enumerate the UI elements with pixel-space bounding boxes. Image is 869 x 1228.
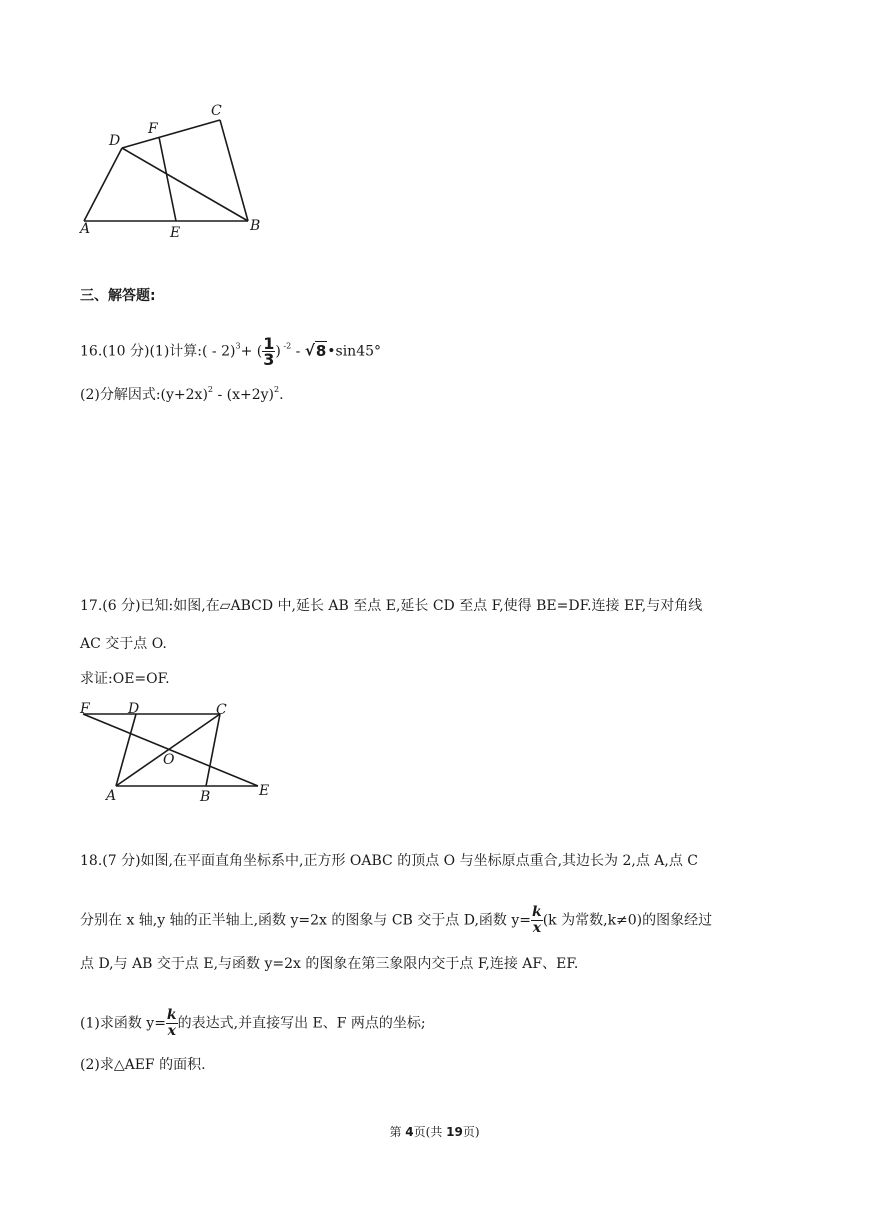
q18-line1: 18.(7 分)如图,在平面直角坐标系中,正方形 OABC 的顶点 O 与坐标原点重合,其边长为 2,点 A,点 C bbox=[80, 853, 699, 869]
q18-fraction-k-over-x bbox=[531, 905, 543, 936]
segment-ad bbox=[84, 148, 122, 221]
footer-prefix: 第 bbox=[389, 1125, 406, 1139]
q16-part2-exp1: 2 bbox=[207, 385, 214, 394]
label-b: B bbox=[200, 789, 211, 805]
q16-minus: - bbox=[291, 343, 305, 360]
label-e: E bbox=[170, 225, 181, 241]
q16-part1 bbox=[80, 336, 381, 367]
q16-fraction bbox=[262, 336, 275, 367]
label-e: E bbox=[259, 783, 270, 799]
label-f: F bbox=[80, 701, 90, 717]
q16-exp2: -2 bbox=[280, 341, 292, 351]
q18-part1-den: x bbox=[167, 1023, 176, 1039]
q18-frac-num: k bbox=[532, 904, 542, 920]
segment-dc bbox=[122, 120, 220, 148]
footer-suffix: 页) bbox=[462, 1125, 480, 1139]
label-d: D bbox=[128, 701, 140, 717]
footer-page-number: 4 bbox=[405, 1125, 414, 1139]
q16-prefix: 16.(10 分)(1)计算:( - 2) bbox=[80, 343, 236, 360]
q16-radicand: 8 bbox=[315, 341, 327, 360]
segment-fe bbox=[159, 137, 176, 221]
footer-mid: 页(共 bbox=[413, 1125, 447, 1139]
figure-quadrilateral-abcd bbox=[70, 98, 270, 243]
q16-tail: •sin45° bbox=[327, 343, 382, 360]
label-a: A bbox=[80, 221, 91, 237]
footer-total-pages: 19 bbox=[446, 1125, 463, 1139]
label-b: B bbox=[250, 218, 261, 234]
label-c: C bbox=[216, 702, 227, 718]
q18-line2-b: (k 为常数,k≠0)的图象经过 bbox=[542, 912, 713, 929]
q16-part2 bbox=[80, 385, 284, 405]
q17-line1: 17.(6 分)已知:如图,在▱ABCD 中,延长 AB 至点 E,延长 CD 至点 F,使得 BE=DF.连接 EF,与对角线 bbox=[80, 598, 703, 614]
q18-line2 bbox=[80, 905, 712, 936]
q16-frac-den: 3 bbox=[263, 350, 275, 369]
q18-part2: (2)求△AEF 的面积. bbox=[80, 1057, 206, 1073]
label-f: F bbox=[148, 121, 158, 137]
segment-cb bbox=[206, 714, 220, 786]
q17-line2: AC 交于点 O. bbox=[80, 636, 167, 652]
segment-cb bbox=[220, 120, 248, 221]
sqrt-icon: √ bbox=[304, 341, 315, 360]
q17-line3: 求证:OE=OF. bbox=[80, 671, 170, 687]
segment-fe bbox=[83, 714, 258, 786]
q18-part1-b: 的表达式,并直接写出 E、F 两点的坐标; bbox=[177, 1015, 426, 1032]
q16-exp1: 3 bbox=[235, 341, 241, 351]
segment-db bbox=[122, 148, 248, 221]
q16-sqrt bbox=[305, 341, 327, 360]
q16-part2-end: . bbox=[279, 387, 284, 403]
label-a: A bbox=[106, 788, 117, 804]
q18-part1-fraction bbox=[166, 1008, 178, 1039]
q18-part1 bbox=[80, 1008, 426, 1039]
q18-part1-num: k bbox=[166, 1007, 177, 1023]
q16-close: ) bbox=[275, 343, 281, 360]
q18-frac-den: x bbox=[532, 920, 542, 936]
q16-plus: + ( bbox=[240, 343, 263, 360]
q16-part2-mid: - (x+2y) bbox=[213, 387, 275, 403]
q16-frac-num: 1 bbox=[263, 334, 275, 353]
label-o: O bbox=[163, 752, 175, 768]
q16-part2-exp2: 2 bbox=[274, 385, 280, 394]
q18-line2-a: 分别在 x 轴,y 轴的正半轴上,函数 y=2x 的图象与 CB 交于点 D,函数 y= bbox=[80, 912, 532, 929]
q16-part2-prefix: (2)分解因式:(y+2x) bbox=[80, 387, 208, 403]
figure-parallelogram-abcd bbox=[72, 700, 282, 810]
label-d: D bbox=[109, 133, 121, 149]
segment-ac bbox=[116, 714, 220, 786]
page-footer bbox=[0, 1123, 869, 1140]
q18-part1-a: (1)求函数 y= bbox=[80, 1015, 166, 1032]
q18-line3: 点 D,与 AB 交于点 E,与函数 y=2x 的图象在第三象限内交于点 F,连接 AF、EF. bbox=[80, 956, 579, 972]
section-heading: 三、解答题: bbox=[80, 288, 156, 304]
label-c: C bbox=[211, 103, 222, 119]
